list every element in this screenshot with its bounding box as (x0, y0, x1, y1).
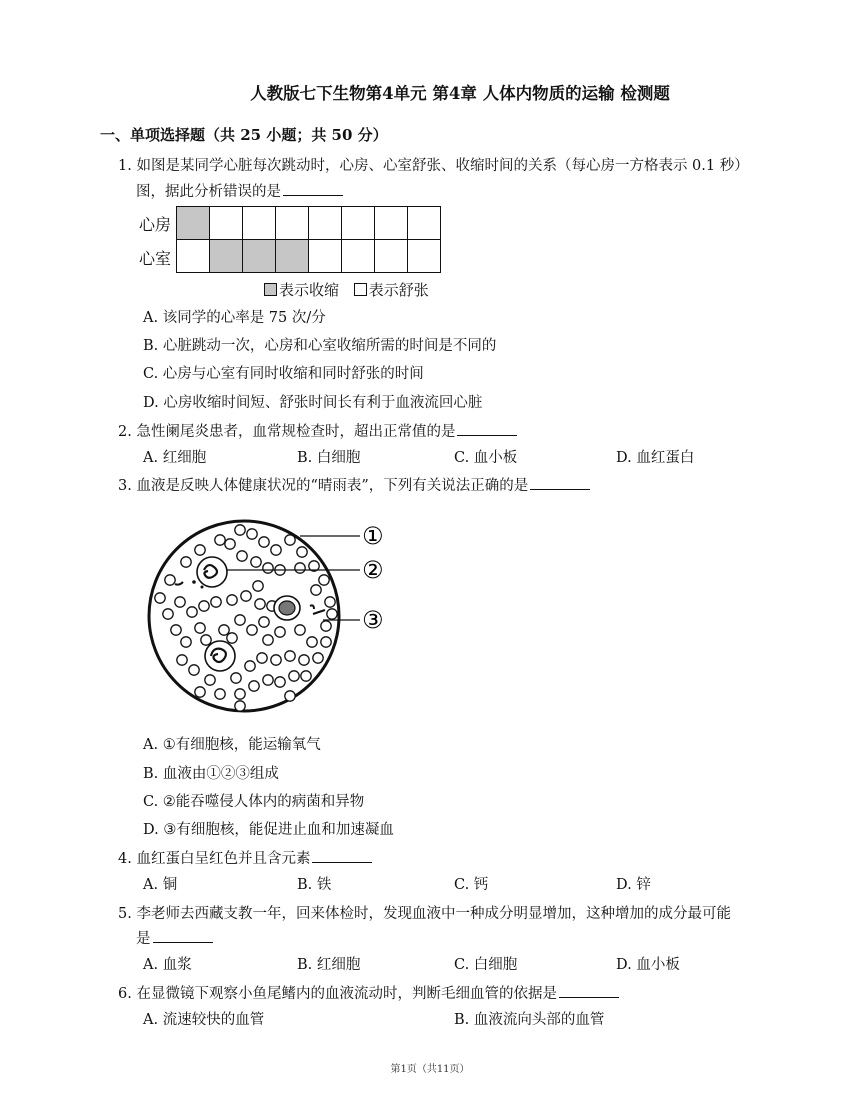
red-blood-cell (307, 637, 317, 647)
q4-option-a: A. 铜 (143, 877, 178, 893)
answer-blank (312, 848, 372, 863)
atrium-cell-7 (374, 206, 408, 240)
ventricle-row-label: 心室 (139, 249, 172, 268)
page-footer: 第1页（共11页） (390, 1064, 470, 1075)
red-blood-cell (195, 687, 205, 697)
red-blood-cell (259, 537, 269, 547)
q6-option-b: B. 血液流向头部的血管 (454, 1012, 605, 1028)
red-blood-cell (271, 655, 281, 665)
red-blood-cell (201, 635, 211, 645)
ventricle-cell-3 (242, 239, 276, 273)
q6-option-a: A. 流速较快的血管 (143, 1012, 265, 1028)
red-blood-cell (263, 635, 273, 645)
q4-option-c: C. 钙 (454, 877, 489, 893)
red-blood-cell (237, 551, 247, 561)
question-3 (118, 474, 590, 495)
red-blood-cell (263, 675, 273, 685)
red-blood-cell (325, 597, 335, 607)
ventricle-cell-5 (308, 239, 342, 273)
q2-option-b: B. 白细胞 (297, 450, 361, 466)
red-blood-cell (253, 581, 263, 591)
legend-relax-label: 表示舒张 (368, 281, 429, 299)
page-title: 人教版七下生物第4单元 第4章 人体内物质的运输 检测题 (250, 84, 670, 103)
red-blood-cell (321, 621, 331, 631)
q4-option-b: B. 铁 (297, 877, 332, 893)
red-blood-cell (187, 607, 197, 617)
ventricle-cell-1 (176, 239, 210, 273)
red-blood-cell (245, 661, 255, 671)
red-blood-cell (215, 535, 225, 545)
section-heading: 一、单项选择题（共 25 小题；共 50 分） (100, 126, 388, 144)
q5-option-d: D. 血小板 (616, 957, 680, 973)
atrium-cell-5 (308, 206, 342, 240)
question-2-stem: 2. 急性阑尾炎患者，血常规检查时，超出正常值的是 (118, 424, 456, 440)
atrium-cell-3 (242, 206, 276, 240)
atrium-cell-6 (341, 206, 375, 240)
red-blood-cell (205, 675, 215, 685)
question-6 (118, 982, 619, 1003)
red-blood-cell (165, 575, 175, 585)
q4-option-d: D. 锌 (616, 877, 651, 893)
red-blood-cell (211, 597, 221, 607)
q3-option-d: D. ③有细胞核，能促进止血和加速凝血 (143, 822, 394, 838)
q3-option-b: B. 血液由①②③组成 (143, 766, 279, 782)
red-blood-cell (195, 623, 205, 633)
answer-blank (457, 421, 517, 436)
q2-option-a: A. 红细胞 (143, 450, 207, 466)
red-blood-cell (249, 681, 259, 691)
q1-option-d: D. 心房收缩时间短、舒张时间长有利于血液流回心脏 (143, 395, 483, 411)
red-blood-cell (235, 701, 245, 711)
question-2 (118, 420, 517, 441)
red-blood-cell (255, 599, 265, 609)
red-blood-cell (215, 689, 225, 699)
red-blood-cell (271, 545, 281, 555)
legend (264, 279, 429, 300)
red-blood-cell (247, 529, 257, 539)
red-blood-cell (225, 539, 235, 549)
question-4 (118, 847, 372, 868)
ventricle-cell-2 (209, 239, 243, 273)
red-blood-cell (227, 595, 237, 605)
red-blood-cell (195, 545, 205, 555)
red-blood-cell (285, 651, 295, 661)
atrium-row-label: 心房 (139, 215, 172, 234)
white-blood-cell-upper (197, 557, 227, 587)
q5-option-c: C. 白细胞 (454, 957, 518, 973)
red-blood-cell (241, 591, 251, 601)
red-blood-cell (297, 547, 307, 557)
question-1-line-1: 1. 如图是某同学心脏每次跳动时，心房、心室舒张、收缩时间的关系（每心房一方格表示 0.1 秒） (118, 158, 749, 174)
q3-option-c: C. ②能吞噬侵人体内的病菌和异物 (143, 794, 365, 810)
red-blood-cell (231, 673, 241, 683)
red-blood-cell (289, 671, 299, 681)
ventricle-cell-4 (275, 239, 309, 273)
label-1: ① (362, 522, 384, 550)
ventricle-cell-7 (374, 239, 408, 273)
question-6-stem: 6. 在显微镜下观察小鱼尾鳍内的血液流动时，判断毛细血管的依据是 (118, 986, 557, 1002)
answer-blank (153, 928, 213, 943)
question-5-line-2 (136, 927, 213, 948)
red-blood-cell (295, 563, 305, 573)
atrium-cell-4 (275, 206, 309, 240)
q5-option-a: A. 血浆 (143, 957, 192, 973)
red-blood-cell (199, 601, 209, 611)
question-5-stem: 是 (136, 931, 151, 947)
atrium-cell-1 (176, 206, 210, 240)
red-blood-cell (235, 615, 245, 625)
red-blood-cell (275, 627, 285, 637)
red-blood-cell (235, 525, 245, 535)
red-blood-cell (227, 633, 237, 643)
q1-option-a: A. 该同学的心率是 75 次/分 (143, 310, 326, 326)
question-4-stem: 4. 血红蛋白呈红色并且含元素 (118, 851, 311, 867)
red-blood-cell (235, 689, 245, 699)
red-blood-cell (263, 563, 273, 573)
red-blood-cell (295, 625, 305, 635)
ventricle-cell-6 (341, 239, 375, 273)
atrium-cell-8 (407, 206, 441, 240)
relax-swatch (354, 283, 367, 296)
question-1-stem: 图，据此分析错误的是 (136, 184, 281, 200)
heartbeat-timing-grid (136, 206, 456, 299)
red-blood-cell (181, 557, 191, 567)
red-blood-cell (321, 637, 331, 647)
red-blood-cell (171, 625, 181, 635)
white-blood-cell-right (274, 596, 300, 620)
q1-option-c: C. 心房与心室有同时收缩和同时舒张的时间 (143, 366, 424, 382)
red-blood-cell (219, 625, 229, 635)
red-blood-cell (311, 585, 321, 595)
answer-blank (530, 475, 590, 490)
contract-swatch (264, 283, 277, 296)
answer-blank (559, 983, 619, 998)
blood-smear-figure (140, 510, 400, 725)
q2-option-c: C. 血小板 (454, 450, 518, 466)
red-blood-cell (181, 637, 191, 647)
red-blood-cell (163, 609, 173, 619)
red-blood-cell (189, 665, 199, 675)
answer-blank (283, 181, 343, 196)
question-3-stem: 3. 血液是反映人体健康状况的“晴雨表”，下列有关说法正确的是 (118, 478, 529, 494)
red-blood-cell (301, 671, 311, 681)
red-blood-cell (177, 655, 187, 665)
red-blood-cell (319, 575, 329, 585)
red-blood-cell (285, 691, 295, 701)
label-2: ② (362, 556, 384, 584)
legend-contract-label: 表示收缩 (279, 281, 340, 299)
red-blood-cell (257, 653, 267, 663)
q1-option-b: B. 心脏跳动一次，心房和心室收缩所需的时间是不同的 (143, 338, 497, 354)
red-blood-cell (259, 617, 269, 627)
white-blood-cell-lower (205, 641, 235, 671)
red-blood-cell (313, 653, 323, 663)
atrium-cell-2 (209, 206, 243, 240)
red-blood-cell (175, 597, 185, 607)
red-blood-cell (155, 593, 165, 603)
q5-option-b: B. 红细胞 (297, 957, 361, 973)
q3-option-a: A. ①有细胞核，能运输氧气 (143, 737, 321, 753)
red-blood-cell (247, 625, 257, 635)
question-1-line-2 (136, 180, 343, 201)
label-3: ③ (362, 606, 384, 634)
ventricle-cell-8 (407, 239, 441, 273)
red-blood-cell (327, 609, 337, 619)
red-blood-cell (251, 557, 261, 567)
q2-option-d: D. 血红蛋白 (616, 450, 695, 466)
question-5-line-1: 5. 李老师去西藏支教一年，回来体检时，发现血液中一种成分明显增加，这种增加的成分最可能 (118, 906, 731, 922)
red-blood-cell (299, 655, 309, 665)
red-blood-cell (275, 677, 285, 687)
red-blood-cell (285, 535, 295, 545)
